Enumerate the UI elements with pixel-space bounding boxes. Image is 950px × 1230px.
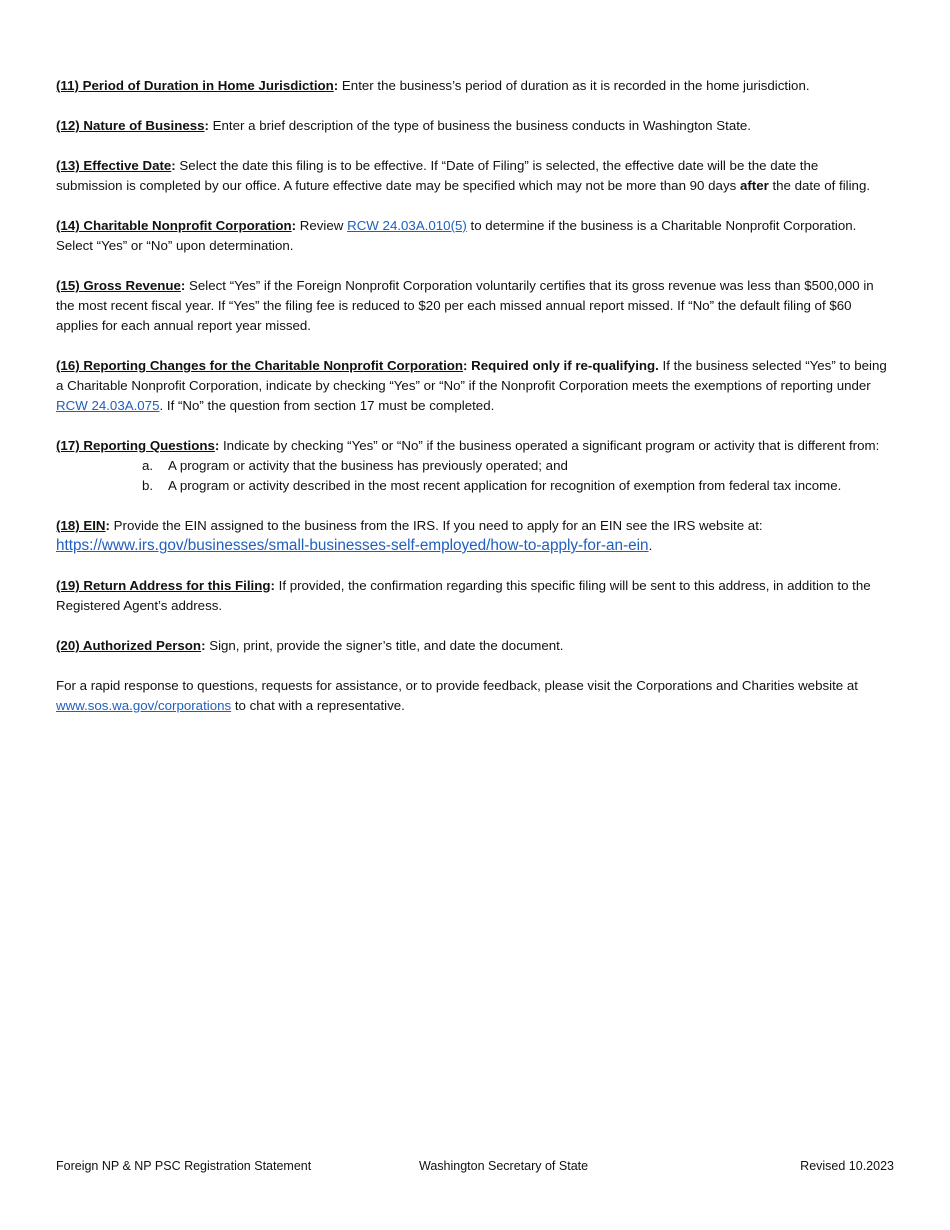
section-14-title: (14) Charitable Nonprofit Corporation (56, 218, 292, 233)
section-14-text-b: to determine if the business is a Charitable Nonprofit Corporation. Select “Yes” or “No” upon determination. (56, 218, 857, 253)
closing-text-a: For a rapid response to questions, requests for assistance, or to provide feedback, please visit the Corporations and Charities website at (56, 678, 858, 693)
instructions-body (56, 76, 888, 736)
rcw-24-03a-075-link[interactable]: RCW 24.03A.075 (56, 398, 160, 413)
footer-form-name: Foreign NP & NP PSC Registration Statement (56, 1159, 312, 1173)
section-16 (56, 356, 888, 416)
section-11-title: (11) Period of Duration in Home Jurisdiction (56, 78, 334, 93)
section-11-text: Enter the business’s period of duration as it is recorded in the home jurisdiction. (338, 78, 810, 93)
section-14 (56, 216, 888, 256)
section-18 (56, 516, 888, 556)
rcw-24-03a-010-link[interactable]: RCW 24.03A.010(5) (347, 218, 467, 233)
section-18-period: . (648, 538, 653, 553)
closing-paragraph (56, 676, 888, 716)
section-18-title: (18) EIN (56, 518, 106, 533)
section-15 (56, 276, 888, 336)
section-20 (56, 636, 888, 656)
section-20-text: Sign, print, provide the signer’s title, and date the document. (205, 638, 564, 653)
section-15-text: Select “Yes” if the Foreign Nonprofit Corporation voluntarily certifies that its gross revenue was less than $500,000 in the most recent fiscal year. If “Yes” the filing fee is reduced to $20 per each missed annual report missed. If “No” the default filing of $60 applies for each annual report year missed. (56, 278, 874, 333)
section-16-bold-note: Required only if re-qualifying. (467, 358, 659, 373)
section-12-title: (12) Nature of Business (56, 118, 205, 133)
section-18-colon: : (105, 518, 110, 533)
section-15-title: (15) Gross Revenue (56, 278, 181, 293)
section-17-title: (17) Reporting Questions (56, 438, 215, 453)
section-16-title: (16) Reporting Changes for the Charitable Nonprofit Corporation (56, 358, 464, 373)
section-19-title: (19) Return Address for this Filing (56, 578, 271, 593)
list-item-text: A program or activity that the business has previously operated; and (168, 458, 568, 473)
section-13-title: (13) Effective Date (56, 158, 172, 173)
list-marker: a. (142, 458, 154, 473)
section-17-colon: : (214, 438, 220, 453)
list-marker: b. (142, 478, 154, 493)
section-18-text: Provide the EIN assigned to the business from the IRS. If you need to apply for an EIN see the IRS website at: (109, 518, 763, 533)
section-13 (56, 156, 888, 196)
section-19-text: If provided, the confirmation regarding this specific filing will be sent to this address, in addition to the Registered Agent’s address. (56, 578, 871, 613)
section-12-colon: : (204, 118, 209, 133)
irs-ein-link[interactable]: https://www.irs.gov/businesses/small-businesses-self-employed/how-to-apply-for-an-ein (56, 537, 649, 554)
section-11-colon: : (333, 78, 339, 93)
section-13-emphasis: after (739, 178, 769, 193)
section-16-text-a: If the business selected “Yes” to being a Charitable Nonprofit Corporation, indicate by checking “Yes” or “No” if the Nonprofit Corporation meets the exemptions of reporting under (56, 358, 887, 393)
section-17 (56, 436, 888, 456)
page-footer (56, 1156, 894, 1176)
section-13-colon: : (171, 158, 176, 173)
section-13-text-a: Select the date this filing is to be effective. If “Date of Filing” is selected, the effective date will be the date the submission is completed by our office. A future effective date may be specified which may not be more than 90 days (56, 158, 819, 193)
closing-text-b: to chat with a representative. (231, 698, 405, 713)
footer-agency: Washington Secretary of State (419, 1159, 589, 1173)
section-16-colon: : (463, 358, 468, 373)
section-12 (56, 116, 888, 136)
section-19-colon: : (270, 578, 275, 593)
section-14-colon: : (291, 218, 297, 233)
section-19 (56, 576, 888, 616)
section-20-title: (20) Authorized Person (56, 638, 202, 653)
sos-corporations-link[interactable]: www.sos.wa.gov/corporations (56, 698, 232, 713)
footer-revision: Revised 10.2023 (800, 1159, 894, 1173)
section-13-text-b: the date of filing. (768, 178, 871, 193)
section-16-text-b: . If “No” the question from section 17 must be completed. (159, 398, 495, 413)
section-14-text-a: Review (296, 218, 348, 233)
section-15-colon: : (180, 278, 186, 293)
list-item-text: A program or activity described in the most recent application for recognition of exemption from federal tax income. (168, 478, 842, 493)
section-12-text: Enter a brief description of the type of business the business conducts in Washington State. (208, 118, 752, 133)
section-11 (56, 76, 888, 96)
section-17-text: Indicate by checking “Yes” or “No” if the business operated a significant program or activity that is different from: (219, 438, 880, 453)
list-item (142, 456, 888, 476)
section-17-list (56, 456, 888, 496)
list-item (142, 476, 888, 496)
section-20-colon: : (201, 638, 206, 653)
